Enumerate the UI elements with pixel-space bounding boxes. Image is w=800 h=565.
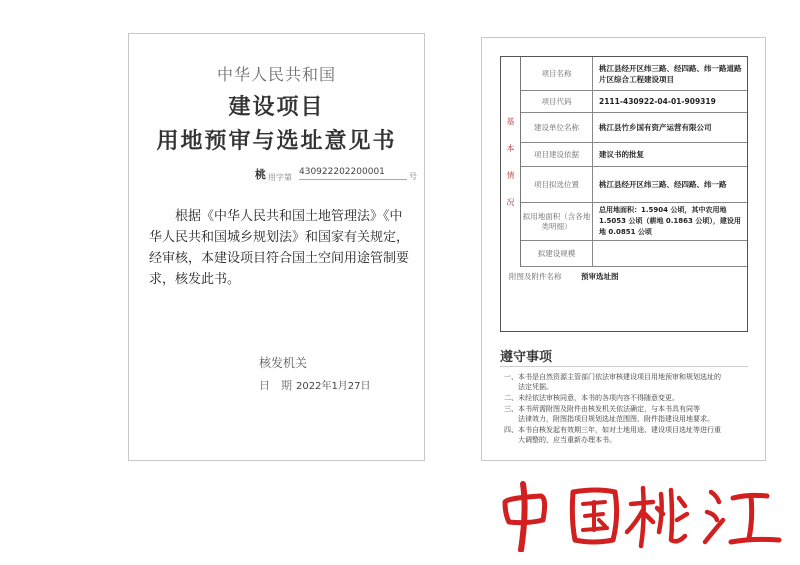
document-number (255, 166, 415, 186)
date-value: 2022年1月27日 (296, 381, 371, 392)
rule-item (504, 372, 752, 392)
rule-text: 一、本书是自然资源主管部门依法审核建设项目用地预审和规划选址的 (504, 373, 721, 381)
attachments-value: 预审选址图 (581, 272, 619, 281)
row-value: 总用地面积：1.5904 公顷，其中农用地 1.5053 公顷（耕地 0.1863 公顷），建设用地 0.0851 公顷 (599, 206, 741, 236)
row-value (599, 241, 743, 266)
docno-prefix2: 用字第 (268, 173, 292, 182)
attachments-row (501, 267, 747, 287)
issuer-label: 核发机关 (259, 356, 308, 370)
rule-text: 二、未经依法审核同意，本书的各项内容不得随意变更。 (504, 394, 679, 402)
title-line-1: 建设项目 (228, 95, 325, 120)
side-char: 本 (506, 144, 515, 153)
rule-text: 三、本书所需附图及附件由核发机关依法确定，与本书具有同等 (504, 405, 700, 413)
row-value: 2111-430922-04-01-909319 (599, 97, 716, 106)
rule-item (504, 404, 752, 424)
rule-cont: 法定凭据。 (518, 383, 553, 391)
rule-text: 四、本书自核发起有效期三年，如对土地用途、建设项目选址等进行重 (504, 426, 721, 434)
table-row (521, 143, 747, 167)
docno-number: 430922202200001 (299, 167, 385, 177)
compliance-divider (500, 366, 748, 367)
rule-cont: 法律效力，附图指项目规划选址范围图，附件指建设用地要求。 (518, 415, 714, 423)
docno-underline (299, 179, 407, 180)
body-paragraph (149, 206, 411, 290)
side-char: 情 (506, 171, 515, 180)
row-label: 项目拟选位置 (521, 167, 593, 202)
row-label: 拟建设规模 (521, 241, 593, 266)
table-row (521, 113, 747, 143)
side-char: 基 (506, 117, 515, 126)
zhongguo-taojiang-logo (497, 480, 787, 552)
row-label: 建设单位名称 (521, 113, 593, 142)
compliance-rules (504, 372, 752, 446)
body-text: 根据《中华人民共和国土地管理法》《中华人民共和国城乡规划法》和国家有关规定，经审核，本建设项目符合国土空间用途管制要求，核发此书。 (149, 209, 410, 287)
side-char: 况 (506, 198, 515, 207)
date-row (259, 377, 371, 393)
table-row (521, 91, 747, 113)
table-row (521, 203, 747, 241)
rule-item (504, 425, 752, 445)
rule-cont: 大调整的，应当重新办理本书。 (518, 436, 616, 444)
title-line-2: 用地预审与选址意见书 (156, 129, 397, 154)
basic-info-side-label (501, 57, 521, 267)
row-value: 桃江县竹乡国有资产运营有限公司 (599, 123, 712, 132)
table-row (521, 167, 747, 203)
attachments-label: 附图及附件名称 (509, 272, 562, 281)
docno-suffix: 号 (409, 172, 417, 181)
row-value: 建议书的批复 (599, 150, 644, 159)
basic-info-table (500, 56, 748, 332)
date-label: 日 期 (259, 379, 292, 392)
compliance-title: 遵守事项 (500, 350, 553, 365)
row-label: 拟用地面积（含各地类明细） (521, 203, 593, 240)
row-value: 桃江县经开区纬三路、经四路、纬一路 (599, 180, 727, 189)
row-label: 项目名称 (521, 57, 593, 90)
docno-prefix: 桃 (255, 168, 266, 181)
rule-item (504, 393, 752, 403)
country-name: 中华人民共和国 (216, 65, 336, 84)
row-label: 项目代码 (521, 91, 593, 112)
row-value: 桃江县经开区纬三路、经四路、纬一路道路片区综合工程建设项目 (599, 63, 742, 84)
certificate-info-page (481, 37, 766, 461)
row-label: 项目建设依据 (521, 143, 593, 166)
table-row (521, 57, 747, 91)
certificate-cover-page (128, 33, 425, 461)
table-row (521, 241, 747, 267)
